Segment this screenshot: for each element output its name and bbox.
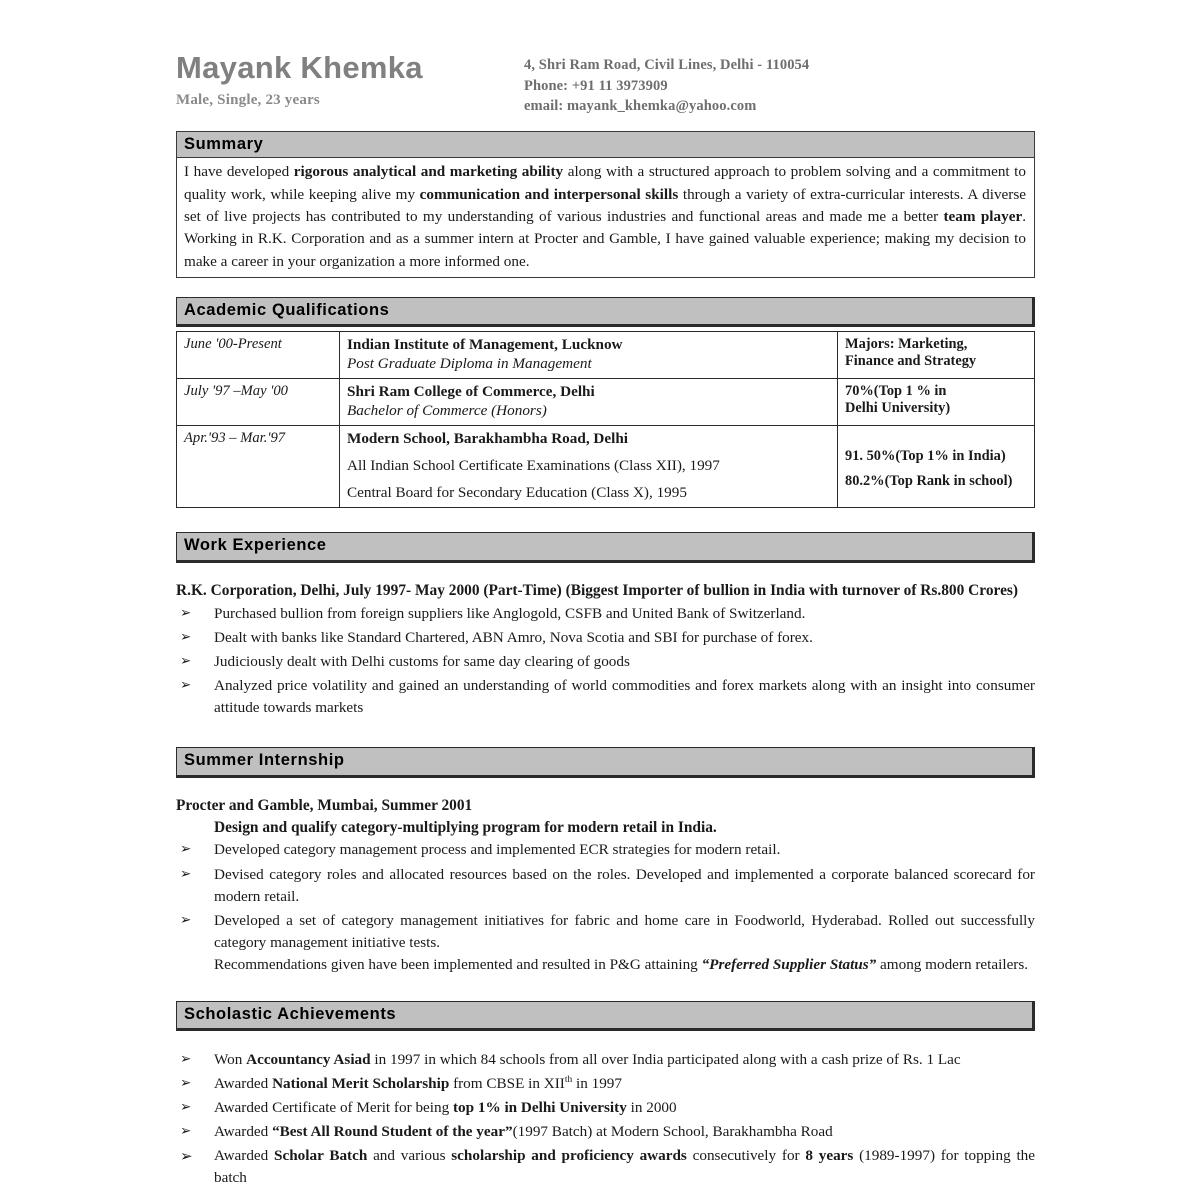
section-title-scholastic: Scholastic Achievements [176,1001,1035,1031]
list-item [176,675,1035,719]
academic-institution: Shri Ram College of Commerce, Delhi [347,383,595,401]
list-item [176,910,1035,976]
candidate-personal-details: Male, Single, 23 years [176,91,320,108]
table-row [177,426,1035,508]
list-item-text: Awarded “Best All Round Student of the year”(1997 Batch) at Modern School, Barakhambha Road [214,1123,833,1141]
academic-exam-line: All Indian School Certificate Examinations (Class XII), 1997 [347,457,720,475]
academic-date: Apr.'93 – Mar.'97 [177,426,340,508]
bullet-arrow-icon: ➢ [180,1051,192,1068]
spacer [176,778,1035,796]
list-item-text: Awarded National Merit Scholarship from CBSE in XIIth in 1997 [214,1075,622,1093]
summary-body: I have developed rigorous analytical and marketing ability along with a structured approach to problem solving and a commitment to quality work, while keeping alive my communication and interpersonal skills through a variety of extra-curricular interests. A diverse set of live projects has contributed to my understanding of various industries and functional areas and made me a better team player. Working in R.K. Corporation and as a summer intern at Procter and Gamble, I have gained valuable experience; making my decision to make a career in your organization a more informed one. [184,163,1026,270]
section-title-summary: Summary [177,132,1034,158]
bullet-arrow-icon: ➢ [180,1123,192,1140]
section-summary [176,131,1035,278]
academic-degree: Post Graduate Diploma in Management [347,355,592,373]
academic-institution-cell [340,332,838,379]
contact-email: email: mayank_khemka@yahoo.com [524,98,757,115]
list-item-text: Awarded Scholar Batch and various scholarship and proficiency awards consecutively for 8 years (1989-1997) for topping the batch [214,1147,1035,1187]
academic-date: June '00-Present [177,332,340,379]
academic-exam-line: Central Board for Secondary Education (Class X), 1995 [347,484,687,502]
candidate-name: Mayank Khemka [176,50,423,85]
list-item-text: Developed category management process and implemented ECR strategies for modern retail. [214,841,781,859]
spacer [176,986,1035,1001]
work-job-title: R.K. Corporation, Delhi, July 1997- May 2000 (Part-Time) (Biggest Importer of bullion in India with turnover of Rs.800 Crores) [176,581,1019,599]
section-title-internship: Summer Internship [176,747,1035,777]
work-bullet-list [176,603,1035,719]
academic-date: July '97 –May '00 [177,379,340,426]
bullet-arrow-icon: ➢ [180,841,192,858]
spacer [176,563,1035,581]
list-item-text: Dealt with banks like Standard Chartered, ABN Amro, Nova Scotia and SBI for purchase of forex. [214,629,813,647]
academic-score: Majors: Marketing, Finance and Strategy [838,332,1035,379]
section-scholastic-achievements [176,1001,1035,1190]
list-item [176,864,1035,908]
list-item-text: Analyzed price volatility and gained an understanding of world commodities and forex markets along with an insight into consumer attitude towards markets [214,677,1035,717]
academic-institution-cell [340,426,838,508]
header-identity [176,52,524,109]
list-item [176,603,1035,625]
section-academic-qualifications [176,297,1035,508]
academic-degree: Bachelor of Commerce (Honors) [347,402,547,420]
bullet-arrow-icon: ➢ [180,1147,193,1166]
list-item-text: Judiciously dealt with Delhi customs for same day clearing of goods [214,653,630,671]
list-item [176,1145,1035,1189]
contact-address: 4, Shri Ram Road, Civil Lines, Delhi - 110054 [524,57,810,73]
list-item-text: Devised category roles and allocated resources based on the roles. Developed and implemented a corporate balanced scorecard for modern retail. [214,865,1035,905]
internship-closing-text: Recommendations given have been implemented and resulted in P&G attaining “Preferred Supplier Status” among modern retailers. [214,955,1029,973]
academic-score: 70%(Top 1 % in Delhi University) [838,379,1035,426]
bullet-arrow-icon: ➢ [180,677,192,694]
bullet-arrow-icon: ➢ [180,865,192,882]
bullet-arrow-icon: ➢ [180,653,192,670]
list-item [176,651,1035,673]
section-summer-internship [176,747,1035,975]
list-item [176,1121,1035,1143]
section-title-work: Work Experience [176,532,1035,562]
internship-project: Design and qualify category-multiplying program for modern retail in India. [214,819,717,837]
academic-table [176,331,1035,508]
academic-score-primary: 91. 50%(Top 1% in India) [845,448,1006,465]
academic-institution: Modern School, Barakhambha Road, Delhi [347,430,629,448]
academic-score-secondary: 80.2%(Top Rank in school) [845,473,1013,490]
scholastic-bullet-list [176,1049,1035,1189]
table-row [177,332,1035,379]
section-work-experience [176,532,1035,719]
list-item [176,839,1035,861]
spacer [176,729,1035,747]
list-item [176,627,1035,649]
bullet-arrow-icon: ➢ [180,911,192,928]
internship-bullet-list [176,839,1035,975]
list-item-text: Won Accountancy Asiad in 1997 in which 84 schools from all over India participated along with a cash prize of Rs. 1 Lac [214,1051,961,1069]
contact-phone: Phone: +91 11 3973909 [524,77,668,94]
academic-institution-cell [340,379,838,426]
bullet-arrow-icon: ➢ [180,629,192,646]
table-row [177,379,1035,426]
bullet-arrow-icon: ➢ [180,605,192,622]
section-title-academic: Academic Qualifications [176,297,1035,327]
contact-block [524,52,1035,117]
list-item-text: Developed a set of category management initiatives for fabric and home care in Foodworld, Hyderabad. Rolled out successfully category management initiative tests. [214,911,1035,951]
academic-institution: Indian Institute of Management, Lucknow [347,336,623,354]
list-item-text: Awarded Certificate of Merit for being top 1% in Delhi University in 2000 [214,1099,677,1117]
resume-header [176,40,1035,117]
list-item [176,1097,1035,1119]
list-item [176,1049,1035,1071]
list-item-text: Purchased bullion from foreign suppliers like Anglogold, CSFB and United Bank of Switzerland. [214,605,806,623]
list-item [176,1073,1035,1095]
bullet-arrow-icon: ➢ [180,1075,192,1092]
internship-company: Procter and Gamble, Mumbai, Summer 2001 [176,796,473,814]
spacer [176,1031,1035,1049]
academic-score [838,426,1035,508]
bullet-arrow-icon: ➢ [180,1099,192,1116]
